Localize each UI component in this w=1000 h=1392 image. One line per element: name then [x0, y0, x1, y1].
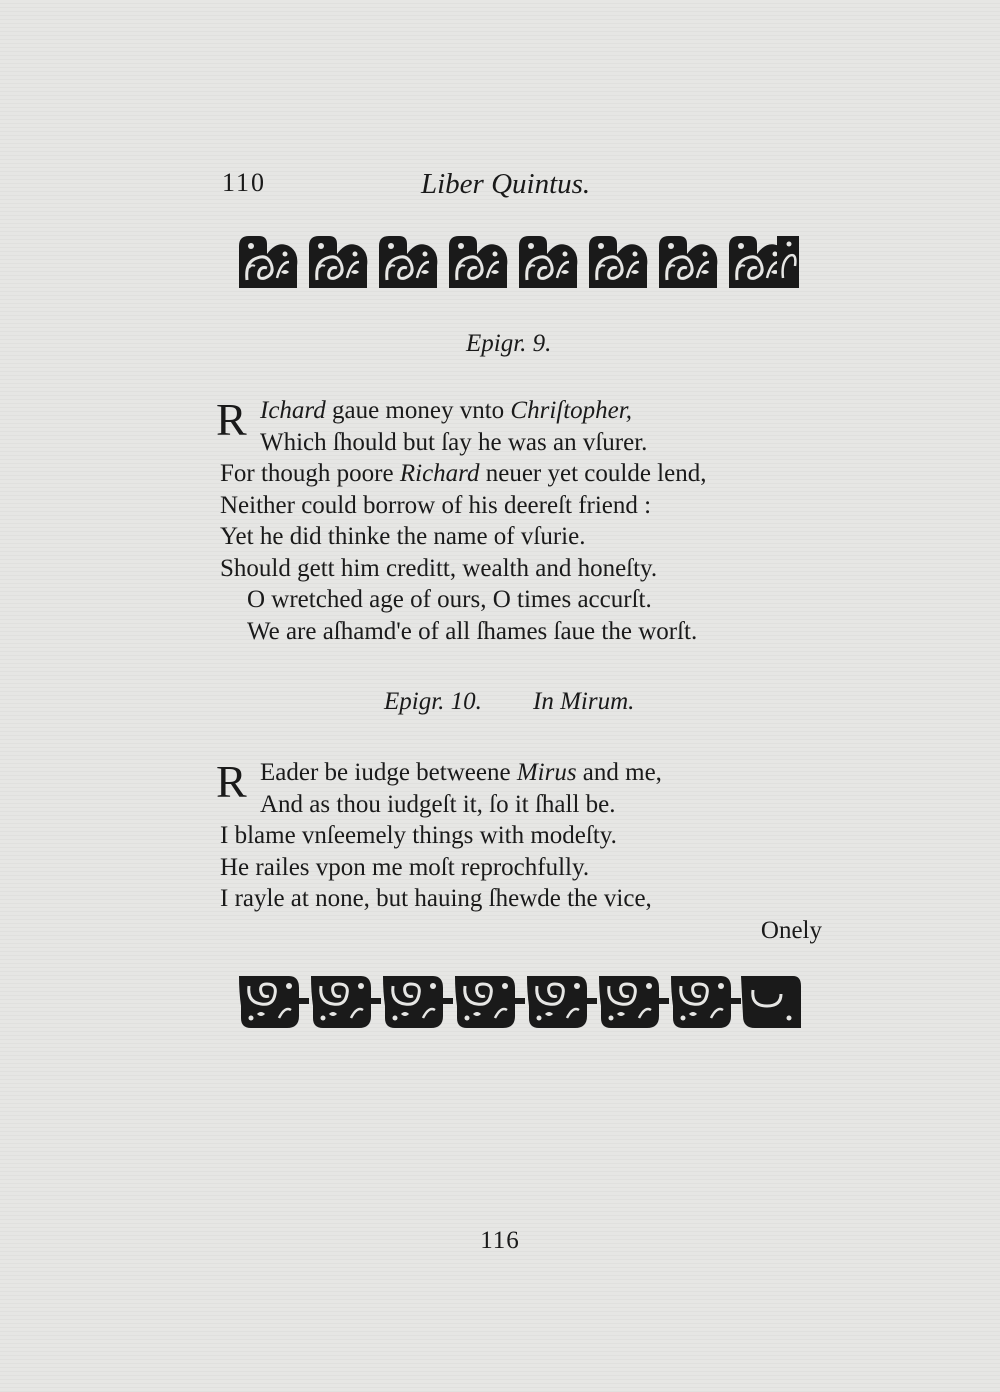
folio-number: 110: [222, 168, 267, 197]
name-richard: Richard: [399, 460, 480, 487]
verse-line: We are aſhamd'e of all ſhames ſaue the worſt.: [247, 617, 698, 645]
verse-line: Should gett him creditt, wealth and honeſty.: [220, 554, 658, 582]
verse-line: He railes vpon me moſt reprochfully.: [220, 853, 590, 881]
verse-line: Which ſhould but ſay he was an vſurer.: [260, 428, 648, 456]
catchword: Onely: [760, 917, 822, 944]
verse-line: And as thou iudgeſt it, ſo it ſhall be.: [260, 790, 616, 818]
verse-text: and me,: [576, 759, 662, 786]
epigram-9-verse: [216, 394, 707, 647]
page-number: 116: [480, 1227, 520, 1254]
running-title: Liber Quintus.: [421, 168, 591, 200]
epigram-10-number: Epigr. 10.: [384, 688, 482, 715]
floral-tailpiece-ornament: [237, 972, 802, 1030]
verse-line: Neither could borrow of his deereſt friend :: [220, 491, 652, 519]
epigram-10-verse: [216, 756, 662, 915]
drop-cap: R: [216, 756, 247, 807]
epigram-10-title: In Mirum.: [533, 688, 635, 715]
verse-text: gaue money vnto: [325, 397, 511, 424]
verse-line: O wretched age of ours, O times accurſt.: [247, 586, 652, 613]
name-richard: Ichard: [260, 397, 326, 424]
drop-cap: R: [216, 394, 247, 445]
verse-line: Yet he did thinke the name of vſurie.: [220, 523, 586, 550]
floral-headpiece-ornament: [237, 232, 802, 290]
verse-text: Eader be iudge betweene: [260, 759, 517, 786]
verse-text: For though poore: [220, 460, 400, 487]
running-head: [222, 168, 802, 208]
name-christopher: Chriſtopher,: [510, 397, 632, 424]
verse-line: I blame vnſeemely things with modeſty.: [220, 822, 617, 849]
verse-text: neuer yet coulde lend,: [479, 460, 707, 487]
name-mirus: Mirus: [516, 759, 577, 786]
verse-line: [220, 458, 706, 490]
epigram-9-title: Epigr. 9.: [466, 330, 552, 357]
verse-line: I rayle at none, but hauing ſhewde the vice,: [220, 885, 652, 912]
